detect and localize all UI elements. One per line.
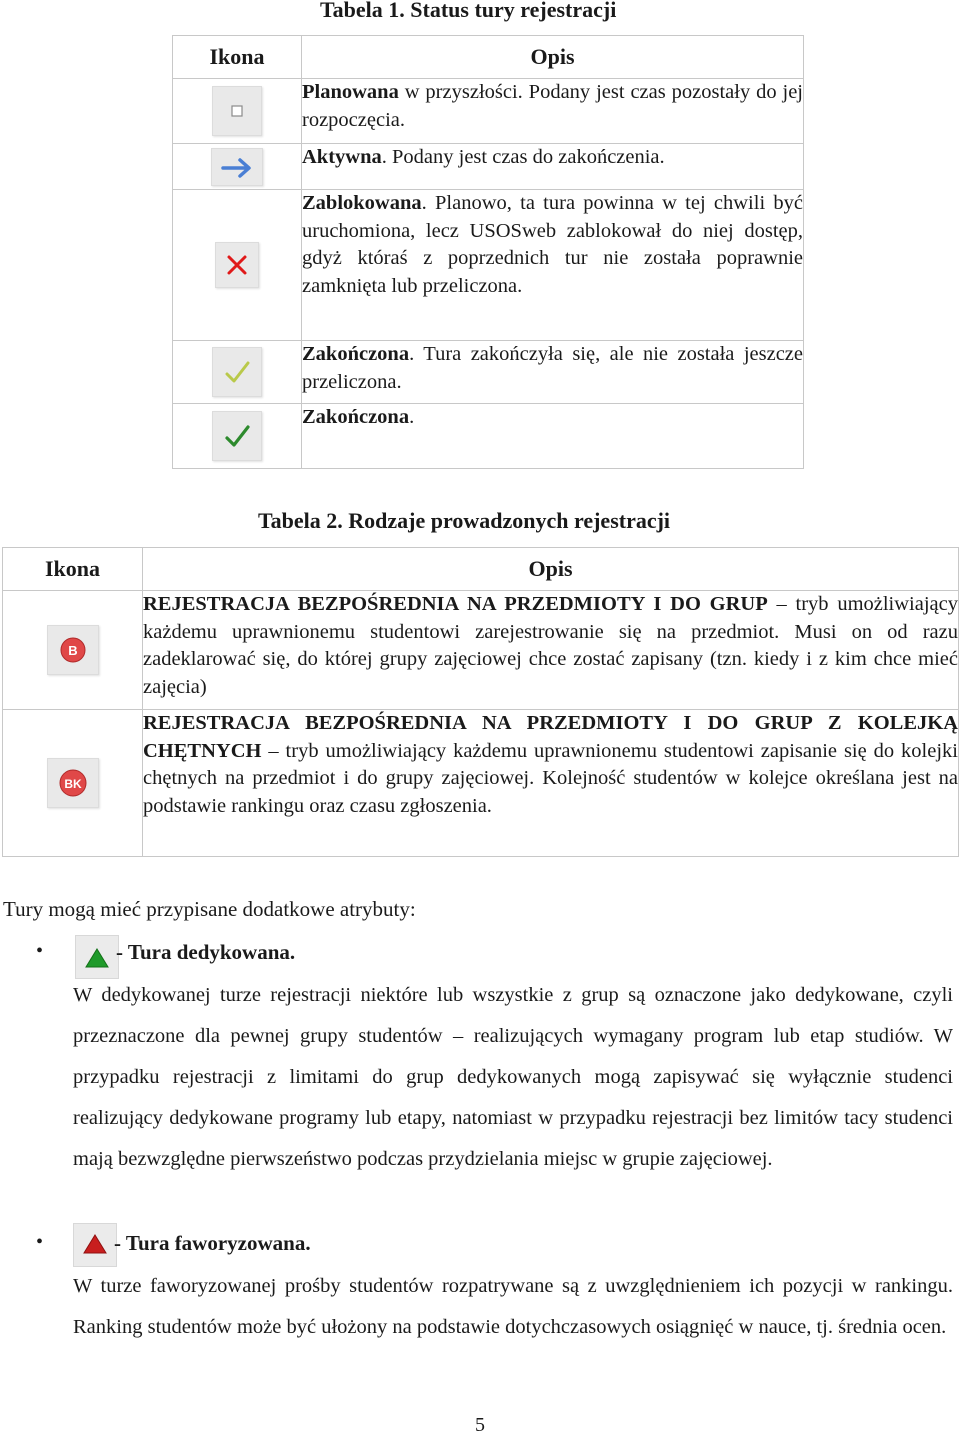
table1-header-desc: Opis bbox=[302, 36, 804, 79]
table-row bbox=[173, 79, 804, 144]
page-number: 5 bbox=[475, 1414, 485, 1436]
registration-type-description: – tryb umożliwiający każdemu uprawnionemu studentowi zarejestrowanie się na przedmiot. Musi on od razu zadeklarować się, do której grupy zajęciowej chce zostać zapisany (tzn. kiedy i z kim chce mieć zajęcia) bbox=[143, 593, 958, 698]
table-row bbox=[173, 144, 804, 190]
green-triangle-icon bbox=[75, 935, 119, 979]
empty-square-icon bbox=[212, 86, 262, 136]
registration-type-name: REJESTRACJA BEZPOŚREDNIA NA PRZEDMIOTY I DO GRUP bbox=[143, 593, 768, 615]
table1-caption: Tabela 1. Status tury rejestracji bbox=[320, 0, 617, 22]
attribute-title: - Tura dedykowana. bbox=[116, 940, 296, 964]
arrow-right-icon bbox=[211, 148, 263, 186]
status-name: Planowana bbox=[302, 81, 399, 103]
registration-type-name: REJESTRACJA BEZPOŚREDNIA NA PRZEDMIOTY I DO GRUP Z KOLEJKĄ CHĘTNYCH bbox=[143, 712, 958, 762]
table-row bbox=[173, 404, 804, 469]
bullet: • bbox=[36, 940, 44, 962]
table-row bbox=[173, 341, 804, 404]
attribute-description: W dedykowanej turze rejestracji niektóre lub wszystkie z grup są oznaczone jako dedykowane, czyli przeznaczone dla pewnej grupy studentów – realizujących wymagany program lub etap studiów. W przypadku rejestracji z limitami do grup dedykowanych mogą zapisywać się wyłącznie studenci realizujący dedykowane programy lub etapy, natomiast w przypadku rejestracji bez limitów tacy studenci mają bezwzględne pierwszeństwo podczas przydzielania miejsc w grupie zajęciowej. bbox=[73, 984, 953, 1170]
table-row bbox=[173, 190, 804, 341]
light-check-icon bbox=[212, 347, 262, 397]
table2-header-icon: Ikona bbox=[3, 548, 143, 591]
bullet: • bbox=[36, 1231, 44, 1253]
status-name: Zablokowana bbox=[302, 192, 422, 214]
b-badge-icon bbox=[47, 625, 99, 675]
attribute-title: - Tura faworyzowana. bbox=[114, 1231, 311, 1255]
status-name: Aktywna bbox=[302, 146, 382, 168]
table2-caption: Tabela 2. Rodzaje prowadzonych rejestracji bbox=[258, 508, 671, 533]
red-x-icon bbox=[215, 242, 259, 288]
bk-badge-icon bbox=[47, 758, 99, 808]
status-description: . Podany jest czas do zakończenia. bbox=[381, 146, 665, 168]
attribute-description: W turze faworyzowanej prośby studentów rozpatrywane są z uwzględnieniem ich pozycji w rankingu. Ranking studentów może być ułożony na podstawie dotychczasowych osiągnięć w nauce, tj. średnia ocen. bbox=[73, 1275, 953, 1338]
red-triangle-icon bbox=[73, 1223, 117, 1267]
table-row bbox=[3, 591, 959, 710]
table1-header-icon: Ikona bbox=[173, 36, 302, 79]
badge-letter: B bbox=[67, 643, 78, 658]
registration-type-description: – tryb umożliwiający każdemu uprawnionemu studentowi zapisanie się do kolejki chętnych na przedmiot i do grupy zajęciowej. Kolejność studentów w kolejce określana jest na podstawie rankingu oraz czasu zgłoszenia. bbox=[143, 739, 958, 817]
status-table bbox=[172, 35, 804, 469]
table2-header-desc: Opis bbox=[143, 548, 959, 591]
status-description: w przyszłości. Podany jest czas pozostały do jej rozpoczęcia. bbox=[302, 81, 803, 131]
status-description: . Planowo, ta tura powinna w tej chwili być uruchomiona, lecz USOSweb zablokował do niej dostęp, gdyż któraś z poprzednich tur nie została poprawnie zamknięta lub przeliczona. bbox=[302, 192, 803, 297]
status-name: Zakończona bbox=[302, 343, 410, 365]
registration-types-table bbox=[2, 547, 959, 857]
status-description: . bbox=[409, 406, 415, 428]
attributes-intro: Tury mogą mieć przypisane dodatkowe atrybuty: bbox=[3, 897, 416, 921]
badge-letter: BK bbox=[63, 777, 82, 791]
status-name: Zakończona bbox=[302, 406, 410, 428]
table-row bbox=[3, 710, 959, 857]
green-check-icon bbox=[212, 411, 262, 461]
status-description: . Tura zakończyła się, ale nie została jeszcze przeliczona. bbox=[302, 343, 803, 393]
